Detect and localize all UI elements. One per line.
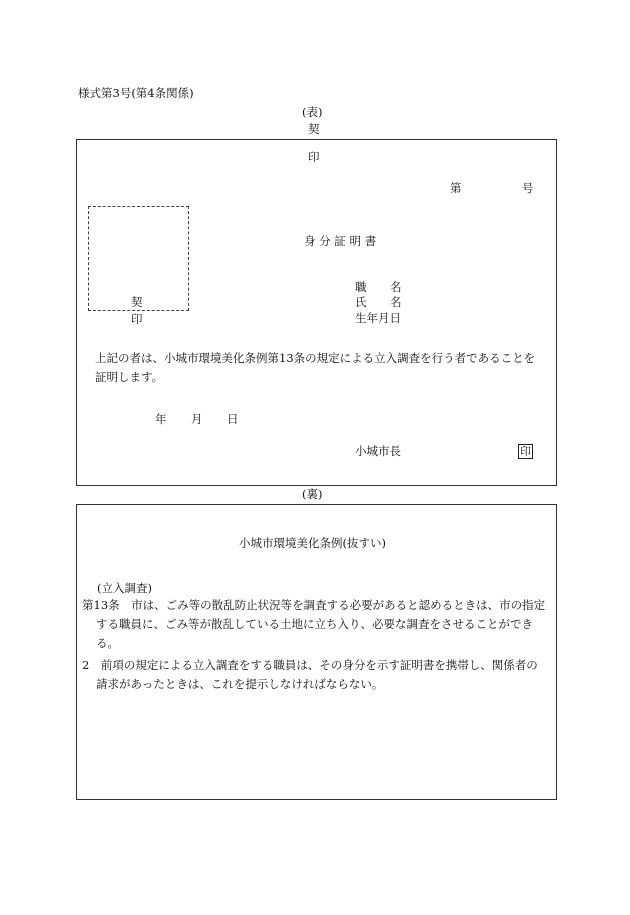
number-go: 号 [522, 181, 534, 195]
date-day: 日 [227, 412, 239, 426]
front-side-label: (表) [302, 105, 323, 119]
field-mei-1: 名 [390, 280, 402, 294]
photo-kei: 契 [131, 295, 143, 309]
front-card [76, 139, 557, 486]
certification-text: 上記の者は、小城市環境美化条例第13条の規定による立入調査を行う者であることを証明します。 [95, 351, 536, 384]
back-side-label: (裏) [302, 487, 323, 501]
section-heading: (立入調査) [97, 581, 152, 595]
field-mei-2: 名 [390, 295, 402, 309]
form-number: 様式第3号(第4条関係) [78, 86, 194, 100]
field-shoku: 職 [355, 280, 367, 294]
paragraph-2: 2 前項の規定による立入調査をする職員は、その身分を示す証明書を携帯し、関係者の請求があったときは、これを提示しなければならない。 [82, 658, 538, 691]
official-seal [518, 444, 533, 459]
ordinance-title: 小城市環境美化条例(抜すい) [239, 536, 386, 550]
official-seal-mark: 印 [520, 445, 531, 458]
number-dai: 第 [450, 181, 462, 195]
article-13: 第13条 市は、ごみ等の散乱防止状況等を調査する必要があると認めるときは、市の指定する職員に、ごみ等が散乱している土地に立ち入り、必要な調査をさせることができる。 [82, 598, 546, 650]
seal-kei-top: 契 [308, 122, 320, 136]
issuer-name: 小城市長 [355, 444, 401, 458]
field-shi: 氏 [355, 295, 367, 309]
date-month: 月 [191, 412, 203, 426]
photo-in: 印 [131, 312, 143, 326]
field-birthdate: 生年月日 [355, 311, 401, 325]
seal-in-top: 印 [308, 150, 320, 164]
date-year: 年 [155, 412, 167, 426]
card-title: 身 分 証 明 書 [304, 234, 377, 248]
